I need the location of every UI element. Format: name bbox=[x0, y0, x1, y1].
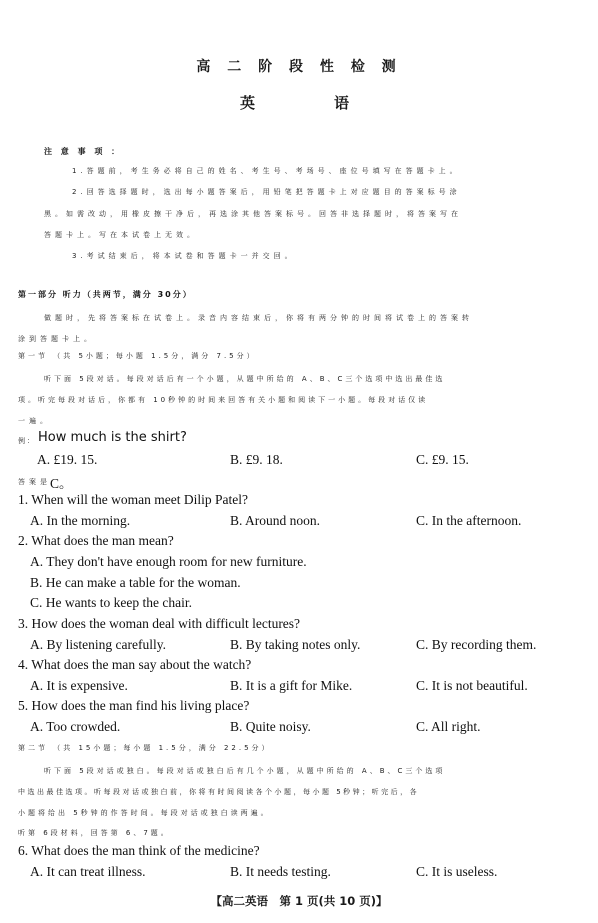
question-1-option-c: C. In the afternoon. bbox=[416, 513, 522, 528]
section2-heading: 第二节 （共 15小题；每小题 1.5分，满分 22.5分） bbox=[18, 744, 272, 752]
question-6-option-a: A. It can treat illness. bbox=[30, 864, 146, 879]
part1-heading: 第一部分 听力（共两节，满分 30分） bbox=[18, 290, 193, 299]
exam-title: 高 二 阶 段 性 检 测 bbox=[196, 59, 402, 75]
notice-item-2-line-1: 2.回答选择题时，选出每小题答案后，用铅笔把答题卡上对应题目的答案标号涂 bbox=[72, 188, 461, 196]
part1-intro-line-1: 做题时，先将答案标在试卷上。录音内容结束后，你将有两分钟的时间将试卷上的答案转 bbox=[44, 314, 473, 322]
example-option-b: B. £9. 18. bbox=[230, 452, 283, 467]
question-5: 5. How does the man find his living place? bbox=[18, 698, 250, 713]
section1-heading: 第一节 （共 5小题；每小题 1.5分，满分 7.5分） bbox=[18, 352, 257, 360]
question-4-option-b: B. It is a gift for Mike. bbox=[230, 678, 353, 693]
section2-intro-line-1: 听下面 5段对话或独白。每段对话或独白后有几个小题，从题中所给的 A、B、C三个选项 bbox=[44, 767, 446, 775]
question-4: 4. What does the man say about the watch? bbox=[18, 657, 252, 672]
example-option-c: C. £9. 15. bbox=[416, 452, 469, 467]
question-6-option-c: C. It is useless. bbox=[416, 864, 498, 879]
material-6-instruction: 听第 6段材料，回答第 6、7题。 bbox=[18, 829, 171, 837]
question-1: 1. When will the woman meet Dilip Patel? bbox=[18, 492, 248, 507]
section1-intro-line-3: 一遍。 bbox=[18, 417, 51, 425]
question-4-option-c: C. It is not beautiful. bbox=[416, 678, 528, 693]
notice-heading: 注 意 事 项 ： bbox=[44, 147, 123, 156]
example-option-a: A. £19. 15. bbox=[37, 452, 98, 467]
question-3-option-a: A. By listening carefully. bbox=[30, 637, 166, 652]
question-2: 2. What does the man mean? bbox=[18, 533, 174, 548]
section2-intro-line-3: 小题将给出 5秒钟的作答时间。每段对话或独白读两遍。 bbox=[18, 809, 271, 817]
question-5-option-a: A. Too crowded. bbox=[30, 719, 121, 734]
subject-char-1: 英 bbox=[240, 94, 256, 112]
section1-intro-line-1: 听下面 5段对话。每段对话后有一个小题，从题中所给的 A、B、C三个选项中选出最佳选 bbox=[44, 375, 446, 383]
notice-item-3: 3.考试结束后，将本试卷和答题卡一并交回。 bbox=[72, 252, 296, 260]
question-3: 3. How does the woman deal with difficult lectures? bbox=[18, 616, 301, 631]
question-4-option-a: A. It is expensive. bbox=[30, 678, 128, 693]
part1-intro-line-2: 涂到答题卡上。 bbox=[18, 335, 95, 343]
notice-item-2-line-2: 黑。如需改动，用橡皮擦干净后，再选涂其他答案标号。回答非选择题时，将答案写在 bbox=[44, 210, 462, 218]
example-answer-label: 答案是 bbox=[18, 478, 51, 486]
notice-item-1: 1.答题前，考生务必将自己的姓名、考生号、考场号、座位号填写在答题卡上。 bbox=[72, 167, 461, 175]
notice-item-2-line-3: 答题卡上。写在本试卷上无效。 bbox=[44, 231, 198, 239]
section1-intro-line-2: 项。听完每段对话后，你都有 10秒钟的时间来回答有关小题和阅读下一小题。每段对话仅读 bbox=[18, 396, 429, 404]
question-6: 6. What does the man think of the medicine? bbox=[18, 843, 260, 858]
question-2-option-a: A. They don't have enough room for new furniture. bbox=[30, 554, 307, 569]
page-footer: 【高二英语 第 1 页(共 10 页)】 bbox=[210, 894, 388, 908]
question-2-option-c: C. He wants to keep the chair. bbox=[30, 595, 192, 610]
example-label: 例： bbox=[18, 437, 36, 445]
section2-intro-line-2: 中选出最佳选项。听每段对话或独白前，你将有时间阅读各个小题，每小题 5秒钟；听完后，各 bbox=[18, 788, 420, 796]
example-question: How much is the shirt? bbox=[38, 430, 187, 445]
question-5-option-c: C. All right. bbox=[416, 719, 481, 734]
example-answer: C。 bbox=[50, 476, 73, 491]
question-5-option-b: B. Quite noisy. bbox=[230, 719, 311, 734]
question-3-option-c: C. By recording them. bbox=[416, 637, 537, 652]
question-3-option-b: B. By taking notes only. bbox=[230, 637, 361, 652]
question-1-option-b: B. Around noon. bbox=[230, 513, 321, 528]
subject-char-2: 语 bbox=[334, 94, 350, 112]
question-6-option-b: B. It needs testing. bbox=[230, 864, 331, 879]
question-2-option-b: B. He can make a table for the woman. bbox=[30, 575, 241, 590]
question-1-option-a: A. In the morning. bbox=[30, 513, 131, 528]
